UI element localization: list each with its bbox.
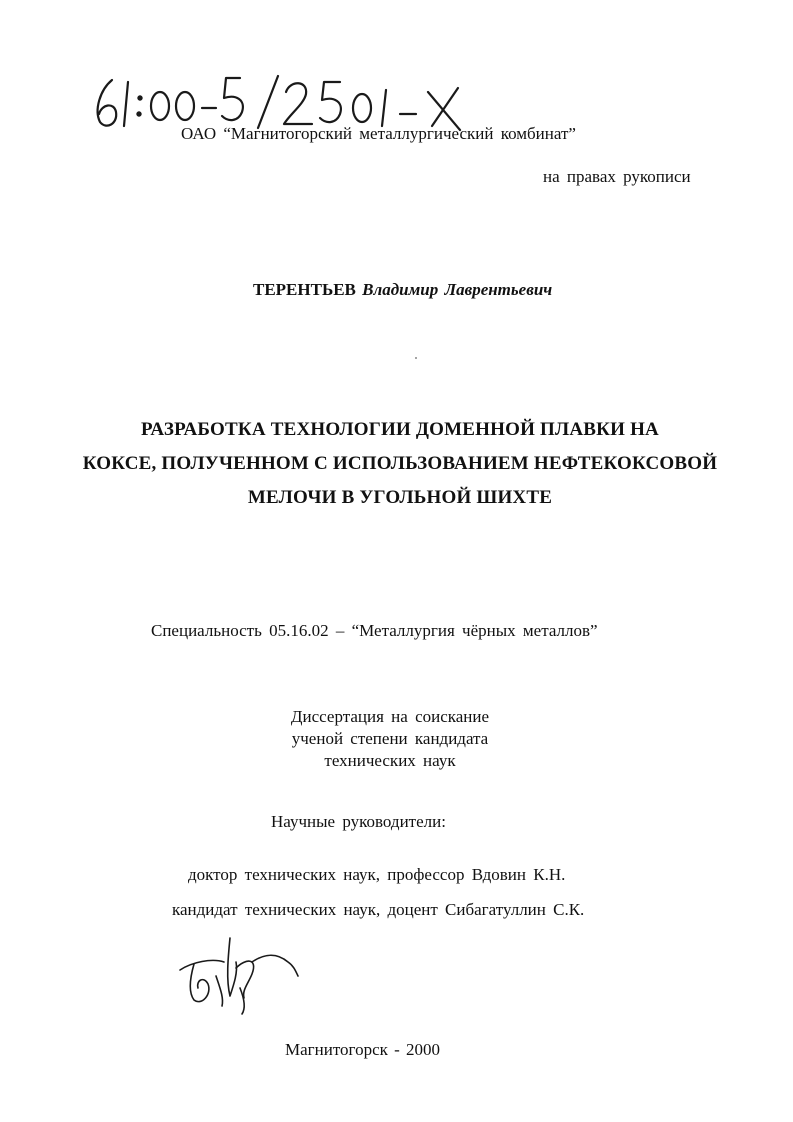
- supervisor-secondary: кандидат технических наук, доцент Сибагатуллин С.К.: [172, 900, 585, 919]
- degree-line: ученой степени кандидата: [291, 729, 489, 748]
- handwritten-signature: [172, 928, 302, 1018]
- city-and-year: Магнитогорск - 2000: [285, 1040, 441, 1059]
- degree-line: Диссертация на соискание: [290, 707, 490, 726]
- supervisors-label: Научные руководители:: [271, 812, 446, 831]
- title-line: КОКСЕ, ПОЛУЧЕННОМ С ИСПОЛЬЗОВАНИЕМ НЕФТЕКОКСОВОЙ: [82, 453, 718, 474]
- scan-speck: [415, 357, 417, 359]
- author-name: [253, 280, 552, 300]
- title-line: РАЗРАБОТКА ТЕХНОЛОГИИ ДОМЕННОЙ ПЛАВКИ НА: [141, 419, 659, 440]
- degree-statement: [240, 706, 540, 772]
- degree-line: технических наук: [324, 751, 456, 770]
- supervisor-primary: доктор технических наук, профессор Вдовин К.Н.: [188, 865, 566, 884]
- specialty-line: Специальность 05.16.02 – “Металлургия чёрных металлов”: [151, 621, 598, 640]
- organization-name: ОАО “Магнитогорский металлургический комбинат”: [181, 124, 576, 143]
- manuscript-rights-note: на правах рукописи: [543, 167, 691, 186]
- dissertation-title: [80, 413, 720, 515]
- title-line: МЕЛОЧИ В УГОЛЬНОЙ ШИХТЕ: [247, 487, 553, 508]
- author-surname: ТЕРЕНТЬЕВ: [253, 280, 356, 299]
- author-given-names: Владимир Лаврентьевич: [362, 280, 553, 299]
